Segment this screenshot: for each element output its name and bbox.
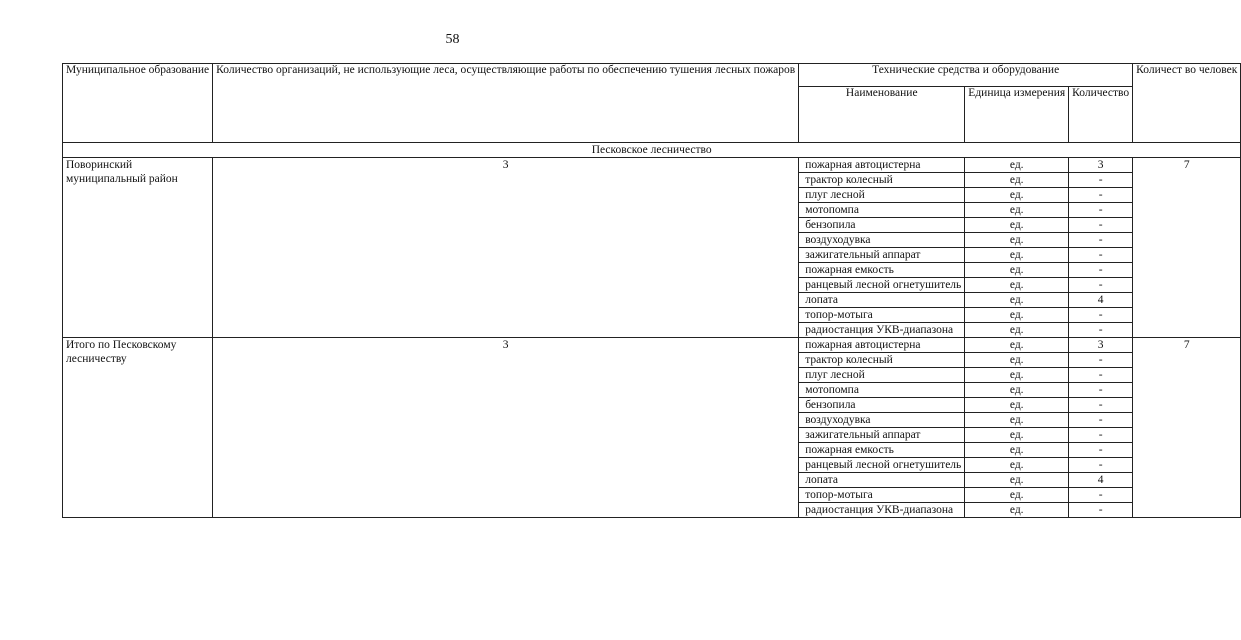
unit-cell: ед.: [965, 473, 1069, 488]
municipality-cell: Поворинский муниципальный район: [63, 158, 213, 338]
equipment-name-cell: трактор колесный: [799, 173, 965, 188]
equipment-name-cell: топор-мотыга: [799, 308, 965, 323]
equipment-name-cell: трактор колесный: [799, 353, 965, 368]
equipment-name-cell: мотопомпа: [799, 383, 965, 398]
people-count-cell: 7: [1133, 158, 1241, 338]
equipment-name-cell: пожарная автоцистерна: [799, 338, 965, 353]
unit-cell: ед.: [965, 443, 1069, 458]
table-row: [63, 338, 1241, 353]
unit-cell: ед.: [965, 398, 1069, 413]
unit-cell: ед.: [965, 203, 1069, 218]
quantity-cell: -: [1069, 458, 1133, 473]
section-title: Песковское лесничество: [63, 143, 1241, 158]
unit-cell: ед.: [965, 458, 1069, 473]
equipment-name-cell: лопата: [799, 293, 965, 308]
equipment-name-cell: ранцевый лесной огнетушитель: [799, 458, 965, 473]
quantity-cell: -: [1069, 428, 1133, 443]
unit-cell: ед.: [965, 158, 1069, 173]
quantity-cell: -: [1069, 188, 1133, 203]
equipment-name-cell: ранцевый лесной огнетушитель: [799, 278, 965, 293]
quantity-cell: -: [1069, 233, 1133, 248]
equipment-name-cell: пожарная емкость: [799, 443, 965, 458]
unit-cell: ед.: [965, 308, 1069, 323]
equipment-name-cell: зажигательный аппарат: [799, 248, 965, 263]
unit-cell: ед.: [965, 263, 1069, 278]
table-row: [63, 158, 1241, 173]
header-quantity: Количество: [1069, 87, 1133, 143]
unit-cell: ед.: [965, 488, 1069, 503]
quantity-cell: -: [1069, 173, 1133, 188]
quantity-cell: -: [1069, 383, 1133, 398]
equipment-name-cell: воздуходувка: [799, 233, 965, 248]
unit-cell: ед.: [965, 293, 1069, 308]
quantity-cell: -: [1069, 263, 1133, 278]
unit-cell: ед.: [965, 368, 1069, 383]
quantity-cell: 4: [1069, 293, 1133, 308]
unit-cell: ед.: [965, 338, 1069, 353]
equipment-name-cell: плуг лесной: [799, 188, 965, 203]
equipment-name-cell: бензопила: [799, 218, 965, 233]
quantity-cell: -: [1069, 248, 1133, 263]
page-number: 58: [445, 32, 460, 47]
header-orgs: Количество организаций, не использующие леса, осуществляющие работы по обеспечению тушения лесных пожаров: [213, 64, 799, 143]
unit-cell: ед.: [965, 323, 1069, 338]
header-name: Наименование: [799, 87, 965, 143]
header-unit: Единица измерения: [965, 87, 1069, 143]
equipment-name-cell: пожарная емкость: [799, 263, 965, 278]
municipality-cell: Итого по Песковскому лесничеству: [63, 338, 213, 518]
header-municipality: Муниципальное образование: [63, 64, 213, 143]
orgs-count-cell: 3: [213, 338, 799, 518]
quantity-cell: -: [1069, 443, 1133, 458]
quantity-cell: 4: [1069, 473, 1133, 488]
quantity-cell: -: [1069, 218, 1133, 233]
equipment-name-cell: воздуходувка: [799, 413, 965, 428]
equipment-name-cell: плуг лесной: [799, 368, 965, 383]
quantity-cell: 3: [1069, 338, 1133, 353]
unit-cell: ед.: [965, 353, 1069, 368]
equipment-name-cell: радиостанция УКВ-диапазона: [799, 323, 965, 338]
unit-cell: ед.: [965, 428, 1069, 443]
quantity-cell: -: [1069, 278, 1133, 293]
equipment-name-cell: бензопила: [799, 398, 965, 413]
unit-cell: ед.: [965, 278, 1069, 293]
unit-cell: ед.: [965, 383, 1069, 398]
equipment-name-cell: лопата: [799, 473, 965, 488]
header-tech-group: Технические средства и оборудование: [799, 64, 1133, 87]
quantity-cell: -: [1069, 488, 1133, 503]
quantity-cell: -: [1069, 323, 1133, 338]
orgs-count-cell: 3: [213, 158, 799, 338]
quantity-cell: -: [1069, 413, 1133, 428]
quantity-cell: -: [1069, 203, 1133, 218]
equipment-name-cell: зажигательный аппарат: [799, 428, 965, 443]
unit-cell: ед.: [965, 173, 1069, 188]
quantity-cell: -: [1069, 308, 1133, 323]
quantity-cell: -: [1069, 503, 1133, 518]
unit-cell: ед.: [965, 248, 1069, 263]
equipment-name-cell: топор-мотыга: [799, 488, 965, 503]
equipment-name-cell: радиостанция УКВ-диапазона: [799, 503, 965, 518]
quantity-cell: -: [1069, 353, 1133, 368]
equipment-table: [62, 63, 1241, 518]
equipment-name-cell: мотопомпа: [799, 203, 965, 218]
equipment-name-cell: пожарная автоцистерна: [799, 158, 965, 173]
quantity-cell: -: [1069, 368, 1133, 383]
header-people: Количест во человек: [1133, 64, 1241, 143]
unit-cell: ед.: [965, 233, 1069, 248]
unit-cell: ед.: [965, 188, 1069, 203]
people-count-cell: 7: [1133, 338, 1241, 518]
quantity-cell: -: [1069, 398, 1133, 413]
unit-cell: ед.: [965, 218, 1069, 233]
quantity-cell: 3: [1069, 158, 1133, 173]
unit-cell: ед.: [965, 413, 1069, 428]
unit-cell: ед.: [965, 503, 1069, 518]
